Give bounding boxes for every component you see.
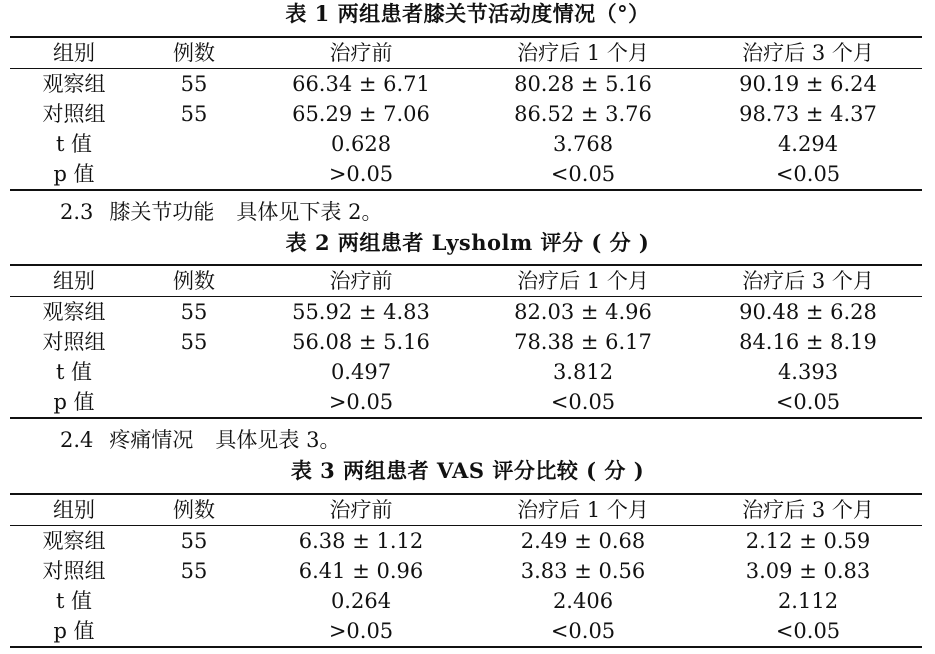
cell-1-month: 2.49 ± 0.68: [520, 529, 646, 553]
section-number: 2.3: [60, 200, 94, 224]
table-row: [10, 357, 922, 387]
cell-3-months: <0.05: [775, 390, 841, 414]
cell-before: 0.497: [330, 360, 392, 384]
cell-3-months: 90.19 ± 6.24: [739, 72, 877, 96]
table-row: [10, 129, 922, 159]
header-1-month: 治疗后 1 个月: [517, 498, 649, 522]
cell-before: 55.92 ± 4.83: [292, 300, 430, 324]
section-text: 具体见下表 2。: [236, 200, 383, 224]
cell-count: [138, 159, 250, 190]
header-count: 例数: [173, 498, 215, 522]
cell-1-month: 80.28 ± 5.16: [514, 72, 652, 96]
cell-1-month: 86.52 ± 3.76: [514, 102, 652, 126]
table-row: [10, 586, 922, 616]
cell-group: t 值: [55, 360, 93, 384]
cell-before: 65.29 ± 7.06: [292, 102, 430, 126]
section-heading: 疼痛情况: [109, 428, 194, 452]
cell-group: 观察组: [42, 300, 106, 324]
cell-3-months: 98.73 ± 4.37: [739, 102, 877, 126]
header-count: 例数: [173, 41, 215, 65]
cell-3-months: <0.05: [775, 162, 841, 186]
cell-group: p 值: [53, 390, 95, 414]
cell-group: p 值: [53, 162, 95, 186]
cell-before: 0.264: [330, 589, 392, 613]
section-heading: 膝关节功能: [109, 200, 215, 224]
cell-1-month: <0.05: [550, 162, 616, 186]
table-row: [10, 387, 922, 418]
header-1-month: 治疗后 1 个月: [517, 41, 649, 65]
cell-count: [138, 387, 250, 418]
cell-group: p 值: [53, 619, 95, 643]
cell-before: 6.38 ± 1.12: [298, 529, 424, 553]
header-3-months: 治疗后 3 个月: [742, 41, 874, 65]
header-3-months: 治疗后 3 个月: [742, 269, 874, 293]
table-3-title: 表 3 两组患者 VAS 评分比较 ( 分 ): [290, 458, 645, 483]
cell-count: 55: [180, 72, 208, 96]
cell-count: 55: [180, 529, 208, 553]
table-1: [10, 36, 922, 191]
table-1-title: 表 1 两组患者膝关节活动度情况（°）: [285, 1, 650, 26]
table-row: [10, 616, 922, 647]
table-row: [10, 159, 922, 190]
cell-1-month: <0.05: [550, 390, 616, 414]
cell-3-months: 4.393: [777, 360, 839, 384]
cell-group: 对照组: [42, 102, 106, 126]
table-3: [10, 493, 922, 648]
section-text: 具体见表 3。: [215, 428, 341, 452]
table-row: [10, 556, 922, 586]
table-row: [10, 526, 922, 557]
cell-3-months: 3.09 ± 0.83: [745, 559, 871, 583]
cell-3-months: <0.05: [775, 619, 841, 643]
cell-count: 55: [180, 102, 208, 126]
cell-1-month: 3.83 ± 0.56: [520, 559, 646, 583]
cell-3-months: 4.294: [777, 132, 839, 156]
cell-1-month: 3.768: [552, 132, 614, 156]
header-count: 例数: [173, 269, 215, 293]
cell-before: >0.05: [328, 162, 394, 186]
cell-group: 对照组: [42, 559, 106, 583]
section-number: 2.4: [60, 428, 94, 452]
cell-1-month: 78.38 ± 6.17: [514, 330, 652, 354]
cell-before: >0.05: [328, 619, 394, 643]
cell-group: t 值: [55, 589, 93, 613]
cell-3-months: 90.48 ± 6.28: [739, 300, 877, 324]
table-row: [10, 99, 922, 129]
header-before: 治疗前: [329, 498, 393, 522]
cell-count: 55: [180, 300, 208, 324]
cell-before: >0.05: [328, 390, 394, 414]
header-before: 治疗前: [329, 41, 393, 65]
cell-count: 55: [180, 559, 208, 583]
cell-before: 6.41 ± 0.96: [298, 559, 424, 583]
cell-group: t 值: [55, 132, 93, 156]
cell-group: 观察组: [42, 72, 106, 96]
cell-3-months: 84.16 ± 8.19: [739, 330, 877, 354]
cell-count: [138, 586, 250, 616]
cell-1-month: 2.406: [552, 589, 614, 613]
cell-count: 55: [180, 330, 208, 354]
table-2: [10, 264, 922, 419]
header-group: 组别: [53, 41, 95, 65]
header-before: 治疗前: [329, 269, 393, 293]
table-header-row: [10, 494, 922, 526]
table-2-title: 表 2 两组患者 Lysholm 评分 ( 分 ): [285, 230, 650, 255]
cell-count: [138, 357, 250, 387]
cell-3-months: 2.12 ± 0.59: [745, 529, 871, 553]
cell-count: [138, 129, 250, 159]
cell-1-month: 3.812: [552, 360, 614, 384]
table-row: [10, 69, 922, 100]
table-header-row: [10, 265, 922, 297]
cell-1-month: <0.05: [550, 619, 616, 643]
table-row: [10, 297, 922, 328]
section-2-3-paragraph: [60, 198, 382, 226]
header-3-months: 治疗后 3 个月: [742, 498, 874, 522]
cell-group: 观察组: [42, 529, 106, 553]
header-1-month: 治疗后 1 个月: [517, 269, 649, 293]
header-group: 组别: [53, 498, 95, 522]
table-row: [10, 327, 922, 357]
table-header-row: [10, 37, 922, 69]
header-group: 组别: [53, 269, 95, 293]
cell-before: 0.628: [330, 132, 392, 156]
cell-before: 66.34 ± 6.71: [292, 72, 430, 96]
cell-group: 对照组: [42, 330, 106, 354]
cell-count: [138, 616, 250, 647]
cell-1-month: 82.03 ± 4.96: [514, 300, 652, 324]
cell-before: 56.08 ± 5.16: [292, 330, 430, 354]
cell-3-months: 2.112: [777, 589, 839, 613]
section-2-4-paragraph: [60, 426, 340, 454]
